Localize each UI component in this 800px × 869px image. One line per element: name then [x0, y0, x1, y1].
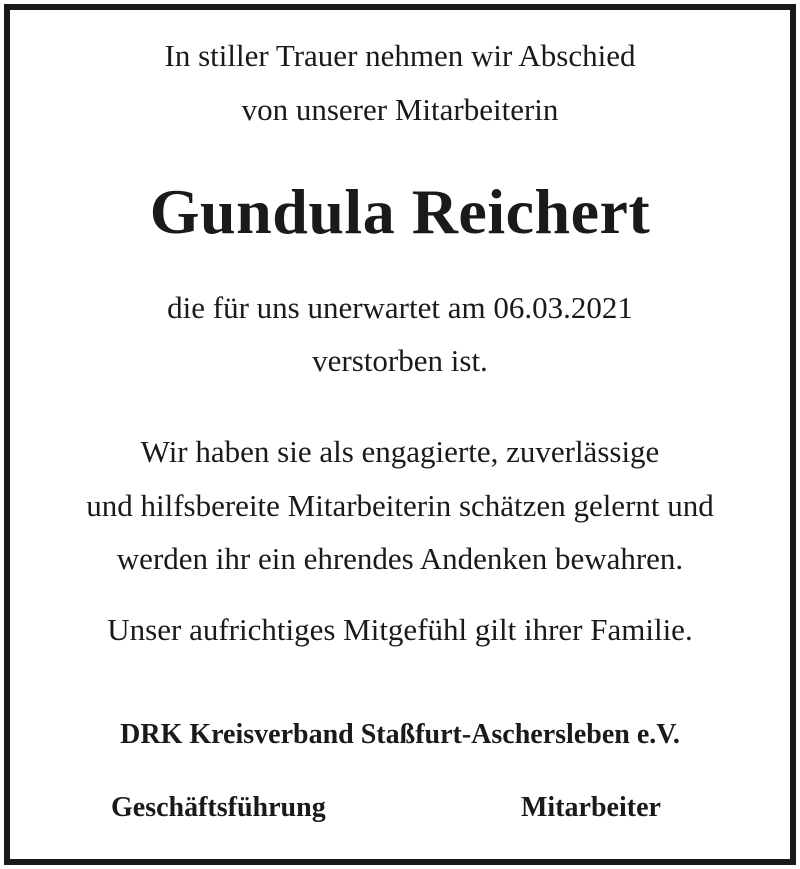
intro-line-1: In stiller Trauer nehmen wir Abschied	[164, 38, 636, 73]
condolence-line: Unser aufrichtiges Mitgefühl gilt ihrer Familie.	[107, 612, 693, 647]
deceased-name: Gundula Reichert	[149, 176, 651, 247]
tribute-line-3: werden ihr ein ehrendes Andenken bewahren.	[116, 541, 684, 576]
organization-name: DRK Kreisverband Staßfurt-Aschersleben e.V.	[120, 719, 680, 750]
signature-staff: Mitarbeiter	[521, 792, 661, 823]
signature-management: Geschäftsführung	[111, 792, 326, 823]
intro-line-2: von unserer Mitarbeiterin	[241, 92, 559, 127]
death-notice-line-1: die für uns unerwartet am 06.03.2021	[167, 290, 633, 325]
tribute-line-1: Wir haben sie als engagierte, zuverlässige	[140, 434, 660, 469]
tribute-line-2: und hilfsbereite Mitarbeiterin schätzen gelernt und	[86, 488, 714, 523]
death-notice-line-2: verstorben ist.	[312, 343, 488, 378]
